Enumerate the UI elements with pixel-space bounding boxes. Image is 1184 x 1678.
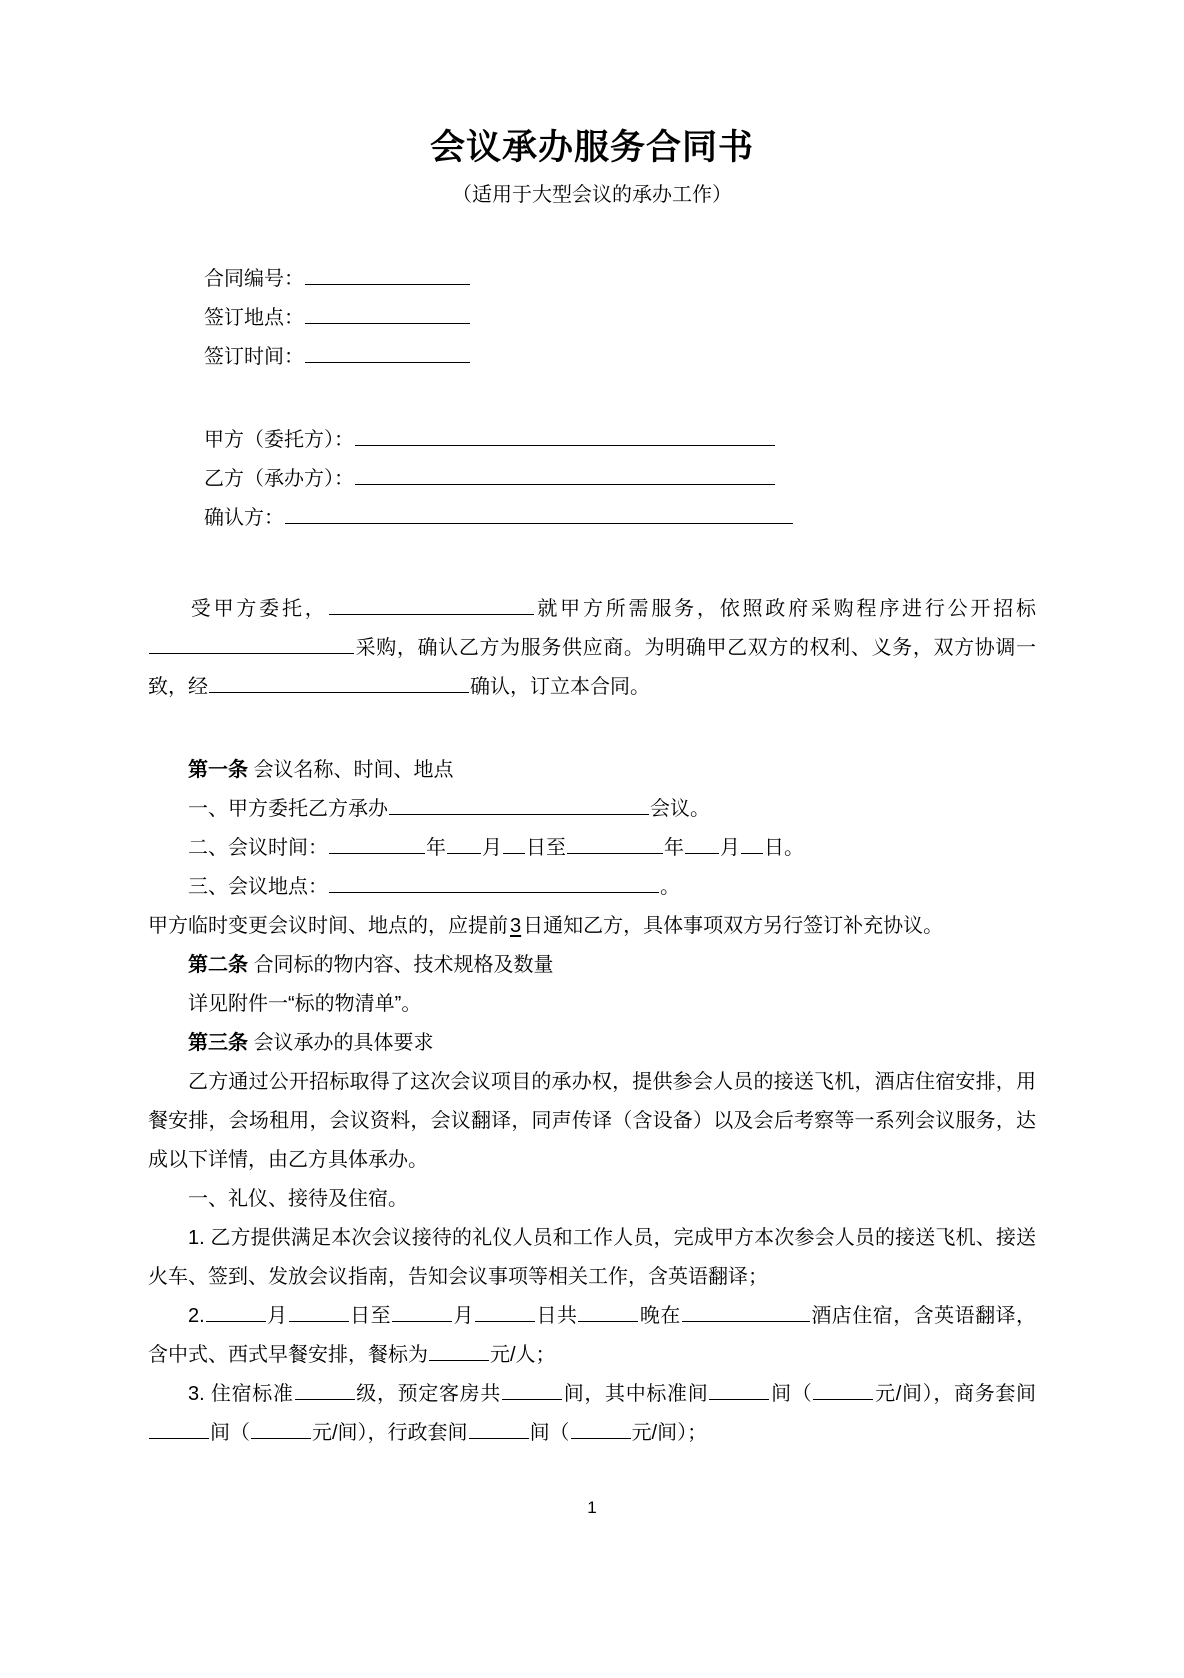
- executive-suite-label: 元/间），行政套间: [312, 1421, 468, 1444]
- note-days-value: 3: [510, 914, 522, 937]
- preamble-seg-2: 就甲方所需服务，依照政府采购程序进行公开招标: [534, 597, 1037, 620]
- signing-place-blank[interactable]: [305, 303, 470, 324]
- item-3-label: 三、会议地点：: [188, 875, 328, 898]
- item-2-label: 二、会议时间：: [188, 836, 328, 859]
- note-post: 日通知乙方，具体事项双方另行签订补充协议。: [523, 914, 944, 937]
- field-signing-place: [148, 299, 1036, 338]
- unit-month: 月: [482, 836, 502, 859]
- meeting-start-month-blank[interactable]: [447, 833, 481, 854]
- room-grade-label: 住宿标准: [210, 1382, 294, 1405]
- article-1-item-1: [148, 790, 1036, 829]
- field-label: 甲方（委托方）：: [204, 428, 354, 451]
- executive-suite-tail: 元/间）；: [631, 1421, 708, 1444]
- stay-unit-day-to: 日至: [349, 1304, 392, 1327]
- item-1-text-post: 会议。: [650, 797, 710, 820]
- meeting-start-year-blank[interactable]: [329, 833, 425, 854]
- article-3-title: 会议承办的具体要求: [253, 1031, 434, 1054]
- article-1: [148, 751, 1036, 1453]
- article-3-item-2: [148, 1297, 1036, 1375]
- preamble-blank-2[interactable]: [149, 633, 354, 654]
- meal-standard-blank[interactable]: [429, 1340, 489, 1361]
- party-fields: [148, 421, 1036, 538]
- meeting-end-year-blank[interactable]: [567, 833, 663, 854]
- preamble-blank-1[interactable]: [329, 594, 534, 615]
- page-number: 1: [587, 1498, 597, 1517]
- unit-year: 年: [426, 836, 446, 859]
- field-signing-date: [148, 338, 1036, 377]
- field-party-b: [148, 460, 1036, 499]
- item-3-period: 。: [660, 875, 680, 898]
- stay-start-day-blank[interactable]: [289, 1301, 349, 1322]
- page-title: 会议承办服务合同书: [429, 128, 754, 167]
- standard-room-price-blank[interactable]: [813, 1379, 873, 1400]
- article-1-item-3: [148, 868, 1036, 907]
- field-label: 乙方（承办方）：: [204, 467, 354, 490]
- item-3-number: 3.: [188, 1382, 205, 1405]
- article-3-section-1: 一、礼仪、接待及住宿。: [188, 1187, 408, 1210]
- standard-room-label: 间，其中标准间: [563, 1382, 709, 1405]
- room-total-label: 级，预定客房共: [355, 1382, 502, 1405]
- stay-unit-month-2: 月: [453, 1304, 475, 1327]
- article-1-number: 第一条: [188, 758, 248, 781]
- note-pre: 甲方临时变更会议时间、地点的，应提前: [148, 914, 508, 937]
- item-1-text-pre: 一、甲方委托乙方承办: [188, 797, 388, 820]
- article-1-title: 会议名称、时间、地点: [253, 758, 454, 781]
- stay-hotel-text: 酒店住宿，含英语翻译，含中式、西式早餐安排，餐标为: [148, 1304, 1037, 1366]
- meeting-end-month-blank[interactable]: [685, 833, 719, 854]
- preamble-blank-3[interactable]: [209, 672, 469, 693]
- article-2-body: 详见附件一“标的物清单”。: [188, 992, 422, 1015]
- confirming-party-blank[interactable]: [285, 503, 793, 524]
- stay-end-month-blank[interactable]: [392, 1301, 452, 1322]
- executive-suite-count-blank[interactable]: [469, 1418, 529, 1439]
- executive-suite-price-open: 间（: [529, 1421, 570, 1444]
- business-suite-price-open: 间（: [210, 1421, 250, 1444]
- meeting-end-day-blank[interactable]: [741, 833, 763, 854]
- article-3-heading: [148, 1024, 1036, 1063]
- preamble-seg-3: 采购，确认乙方为服务供应商。为明确甲乙双方的权利、义务，双方协调一致，经: [148, 636, 1036, 698]
- article-2-title: 合同标的物内容、技术规格及数量: [253, 953, 554, 976]
- hotel-name-blank[interactable]: [682, 1301, 810, 1322]
- room-grade-blank[interactable]: [295, 1379, 355, 1400]
- stay-tail-text: 元/人；: [490, 1343, 556, 1366]
- business-suite-price-blank[interactable]: [251, 1418, 311, 1439]
- standard-room-price-open: 间（: [770, 1382, 813, 1405]
- article-2-number: 第二条: [188, 953, 248, 976]
- unit-day-to: 日至: [526, 836, 566, 859]
- unit-month-2: 月: [720, 836, 740, 859]
- unit-year-2: 年: [664, 836, 684, 859]
- field-label: 合同编号：: [204, 267, 304, 290]
- meeting-start-day-blank[interactable]: [503, 833, 525, 854]
- unit-day-2: 日。: [764, 836, 804, 859]
- field-party-a: [148, 421, 1036, 460]
- stay-nights-blank[interactable]: [578, 1301, 638, 1322]
- room-total-blank[interactable]: [502, 1379, 562, 1400]
- article-1-item-2: [148, 829, 1036, 868]
- stay-start-month-blank[interactable]: [206, 1301, 266, 1322]
- preamble-paragraph: [148, 590, 1036, 707]
- field-label: 签订地点：: [204, 306, 304, 329]
- field-confirming-party: [148, 499, 1036, 538]
- stay-unit-day-2: 日共: [536, 1304, 578, 1327]
- meeting-place-blank[interactable]: [329, 872, 659, 893]
- meeting-name-blank[interactable]: [389, 794, 649, 815]
- article-1-note: [148, 907, 1036, 946]
- article-2-heading: [148, 946, 1036, 985]
- preamble-seg-4: 确认，订立本合同。: [470, 675, 650, 698]
- executive-suite-price-blank[interactable]: [571, 1418, 631, 1439]
- article-1-heading: [148, 751, 1036, 790]
- signing-date-blank[interactable]: [305, 342, 470, 363]
- article-3-item-3: [148, 1375, 1036, 1453]
- page-subtitle: （适用于大型会议的承办工作）: [452, 183, 732, 206]
- item-2-number: 2.: [188, 1304, 205, 1327]
- stay-unit-month: 月: [266, 1304, 288, 1327]
- stay-unit-night: 晚在: [639, 1304, 681, 1327]
- field-contract-number: [148, 260, 1036, 299]
- party-a-blank[interactable]: [355, 425, 775, 446]
- standard-room-count-blank[interactable]: [709, 1379, 769, 1400]
- article-3-number: 第三条: [188, 1031, 248, 1054]
- article-3-item-1: 1. 乙方提供满足本次会议接待的礼仪人员和工作人员，完成甲方本次参会人员的接送飞机、接送火车、签到、发放会议指南，告知会议事项等相关工作，含英语翻译；: [148, 1226, 1036, 1288]
- field-label: 确认方：: [204, 506, 284, 529]
- party-b-blank[interactable]: [355, 464, 775, 485]
- preamble-seg-1: 受甲方委托，: [188, 597, 328, 620]
- article-3-intro: 乙方通过公开招标取得了这次会议项目的承办权，提供参会人员的接送飞机，酒店住宿安排，用餐安排，会场租用，会议资料，会议翻译，同声传译（含设备）以及会后考察等一系列会议服务，达成以下详情，由乙方具体承办。: [148, 1070, 1036, 1171]
- field-label: 签订时间：: [204, 345, 304, 368]
- business-suite-count-blank[interactable]: [149, 1418, 209, 1439]
- business-suite-label: 元/间），商务套间: [874, 1382, 1037, 1405]
- contract-number-blank[interactable]: [305, 264, 470, 285]
- stay-end-day-blank[interactable]: [475, 1301, 535, 1322]
- header-fields: [148, 260, 1036, 377]
